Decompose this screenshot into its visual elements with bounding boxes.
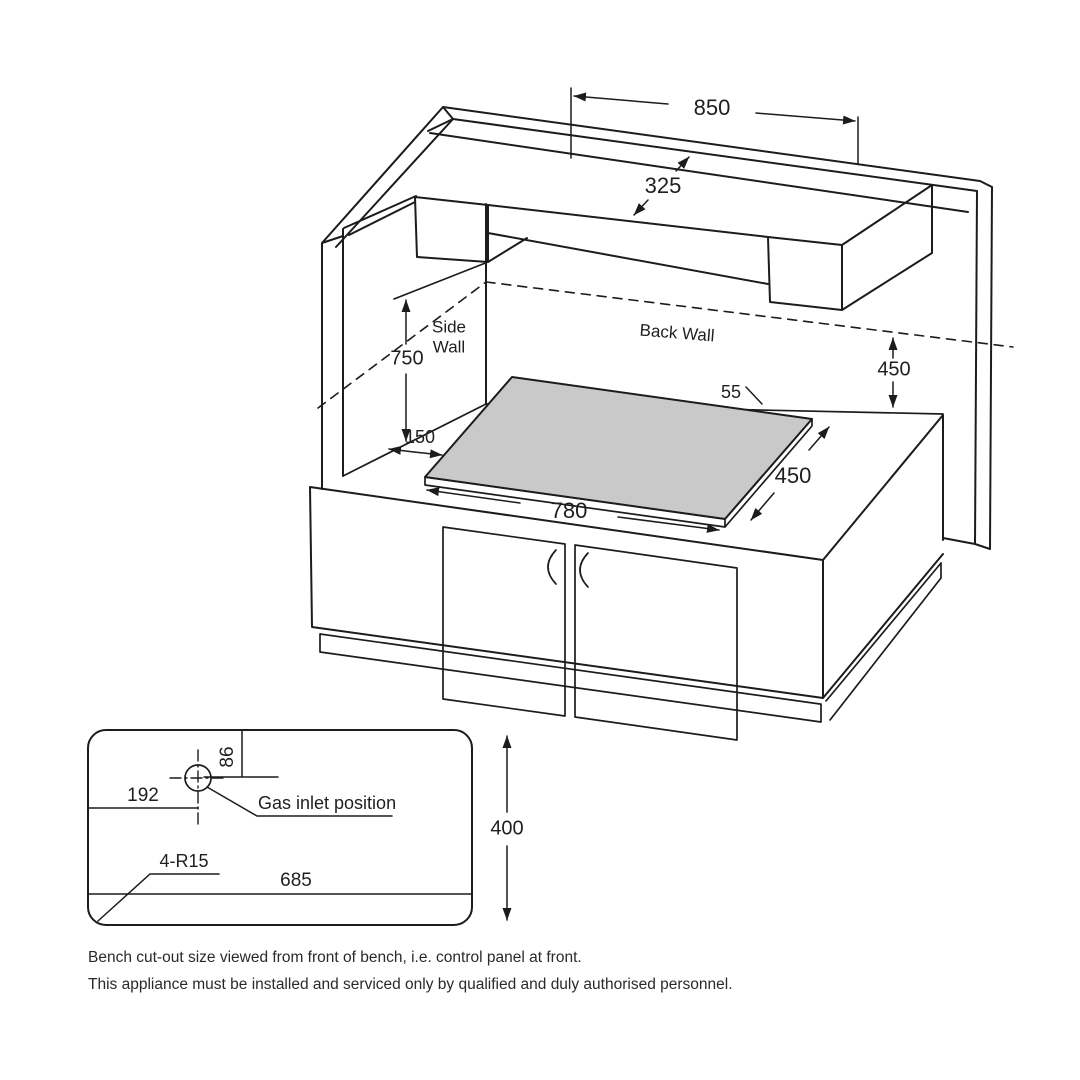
back-wall-label: Back Wall: [638, 320, 716, 346]
dim-400-label: 400: [490, 817, 524, 840]
dim-86-label: 86: [217, 746, 239, 768]
bench-plinth: [320, 563, 941, 722]
dim-cutout-height: [490, 736, 523, 920]
corner-radius-leader-line: [98, 874, 219, 921]
dim-850-arrow-right: [756, 113, 855, 121]
dim-55-label: 55: [720, 381, 742, 402]
dim-685-label: 685: [280, 870, 312, 892]
side-wall-label-line1: Side: [431, 317, 467, 337]
dim-850-label: 850: [693, 94, 731, 120]
dim-850-arrow-left: [574, 96, 668, 104]
door-handle-icon: [548, 550, 588, 587]
notes-section: [88, 949, 733, 993]
cutout-outline: [88, 730, 472, 925]
dim-side-clearance: [389, 427, 442, 455]
note-qualified-personnel: This appliance must be installed and serviced only by qualified and duly authorised personnel.: [88, 976, 733, 993]
dim-450-cooktop-label: 450: [774, 462, 812, 488]
dim-niche-width: [571, 88, 858, 164]
note-bench-cutout: Bench cut-out size viewed from front of bench, i.e. control panel at front.: [88, 949, 582, 966]
dim-55-tick: [746, 387, 762, 404]
hood-bulkhead: [428, 119, 968, 284]
dim-back-gap: [721, 382, 762, 404]
dim-450-wall-label: 450: [877, 358, 911, 381]
dim-hood-depth: [634, 157, 689, 215]
dim-86-lines: [204, 731, 278, 777]
dim-450-cooktop-arrow-back: [809, 427, 829, 450]
dim-780-label: 780: [550, 497, 588, 523]
dim-325-label: 325: [644, 172, 682, 198]
cabinet-doors: [443, 527, 737, 740]
corner-radius-label: 4-R15: [159, 850, 209, 871]
dim-750-label: 750: [390, 347, 424, 370]
clearance-dashed-line: [318, 282, 1013, 408]
side-wall-label-line2: Wall: [432, 337, 466, 357]
dim-back-wall-clearance: [877, 338, 910, 407]
dim-150-label: 150: [404, 426, 436, 447]
gas-inlet-label: Gas inlet position: [258, 793, 397, 813]
dim-325-arrow-up: [676, 157, 689, 171]
cooktop: [425, 377, 812, 527]
isometric-view: [310, 88, 1013, 740]
cutout-view: [88, 730, 524, 925]
dim-side-wall-height: [390, 300, 423, 441]
dim-192-label: 192: [127, 785, 159, 807]
dim-150-arrow-right: [414, 452, 442, 455]
dim-325-arrow-down: [634, 200, 648, 215]
dim-450-cooktop-arrow-front: [751, 493, 774, 520]
